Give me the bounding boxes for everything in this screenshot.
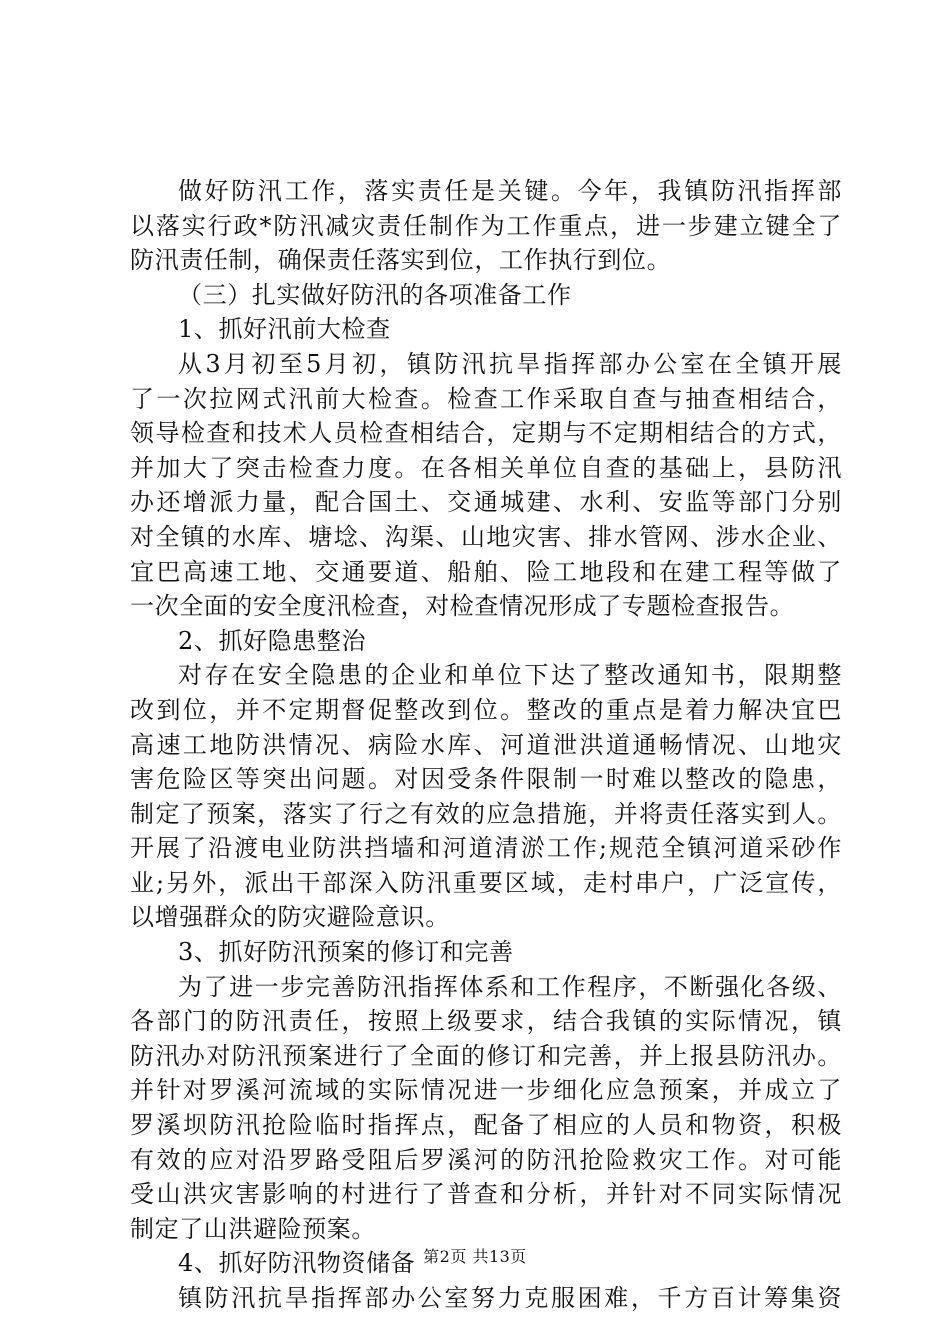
paragraph-line: 做好防汛工作，落实责任是关键。今年，我镇防汛指挥部 bbox=[178, 177, 842, 205]
paragraph-line: 一次全面的安全度汛检查，对检查情况形成了专题检查报告。 bbox=[130, 592, 795, 621]
paragraph-line: 并加大了突击检查力度。在各相关单位自查的基础上，县防汛 bbox=[130, 453, 842, 482]
subsection-heading: 2、抓好隐患整治 bbox=[178, 626, 367, 655]
paragraph-line: 防汛责任制，确保责任落实到位，工作执行到位。 bbox=[130, 246, 672, 275]
subsection-heading: 4、抓好防汛物资储备 bbox=[178, 1249, 416, 1278]
paragraph-line: 对全镇的水库、塘埝、沟渠、山地灾害、排水管网、涉水企业、 bbox=[130, 522, 842, 551]
paragraph-line: 对存在安全隐患的企业和单位下达了整改通知书，限期整 bbox=[178, 661, 842, 690]
paragraph-line: 各部门的防汛责任，按照上级要求，结合我镇的实际情况，镇 bbox=[130, 1007, 842, 1036]
paragraph-line: 罗溪坝防汛抢险临时指挥点，配备了相应的人员和物资，积极 bbox=[130, 1111, 842, 1140]
page-number-footer: 第2页 共13页 bbox=[423, 1247, 527, 1266]
paragraph-line: 防汛办对防汛预案进行了全面的修订和完善，并上报县防汛办。 bbox=[130, 1041, 842, 1070]
paragraph-line: 高速工地防洪情况、病险水库、河道泄洪道通畅情况、山地灾 bbox=[130, 730, 842, 759]
paragraph-line: 宜巴高速工地、交通要道、船舶、险工地段和在建工程等做了 bbox=[130, 557, 842, 586]
paragraph-line: 并针对罗溪河流域的实际情况进一步细化应急预案，并成立了 bbox=[130, 1076, 842, 1105]
body-text bbox=[130, 174, 842, 1316]
paragraph-line: 害危险区等突出问题。对因受条件限制一时难以整改的隐患， bbox=[130, 765, 842, 794]
paragraph-line: 业;另外，派出干部深入防汛重要区域，走村串户，广泛宣传， bbox=[130, 868, 842, 897]
subsection-heading: 1、抓好汛前大检查 bbox=[178, 315, 391, 344]
paragraph-line: 有效的应对沿罗路受阻后罗溪河的防汛抢险救灾工作。对可能 bbox=[130, 1145, 842, 1174]
paragraph-line: 领导检查和技术人员检查相结合，定期与不定期相结合的方式， bbox=[130, 419, 842, 448]
paragraph-line: 为了进一步完善防汛指挥体系和工作程序，不断强化各级、 bbox=[178, 972, 842, 1001]
paragraph-line: 以落实行政*防汛减灾责任制作为工作重点，进一步建立键全了 bbox=[130, 211, 842, 240]
section-heading: （三）扎实做好防汛的各项准备工作 bbox=[178, 280, 572, 309]
paragraph-line: 了一次拉网式汛前大检查。检查工作采取自查与抽查相结合， bbox=[130, 384, 842, 413]
paragraph-line: 以增强群众的防灾避险意识。 bbox=[130, 903, 450, 932]
paragraph-line: 从3月初至5月初，镇防汛抗旱指挥部办公室在全镇开展 bbox=[178, 349, 842, 378]
paragraph-line: 办还增派力量，配合国土、交通城建、水利、安监等部门分别 bbox=[130, 488, 842, 517]
paragraph-line: 受山洪灾害影响的村进行了普查和分析，并针对不同实际情况 bbox=[130, 1180, 842, 1209]
paragraph-line: 改到位，并不定期督促整改到位。整改的重点是着力解决宜巴 bbox=[130, 695, 842, 724]
paragraph-line: 开展了沿渡电业防洪挡墙和河道清淤工作;规范全镇河道采砂作 bbox=[130, 834, 842, 863]
subsection-heading: 3、抓好防汛预案的修订和完善 bbox=[178, 938, 514, 967]
paragraph-line: 制定了预案，落实了行之有效的应急措施，并将责任落实到人。 bbox=[130, 799, 842, 828]
paragraph-line: 制定了山洪避险预案。 bbox=[130, 1214, 376, 1243]
paragraph-line: 镇防汛抗旱指挥部办公室努力克服困难，千方百计筹集资 bbox=[178, 1284, 842, 1312]
